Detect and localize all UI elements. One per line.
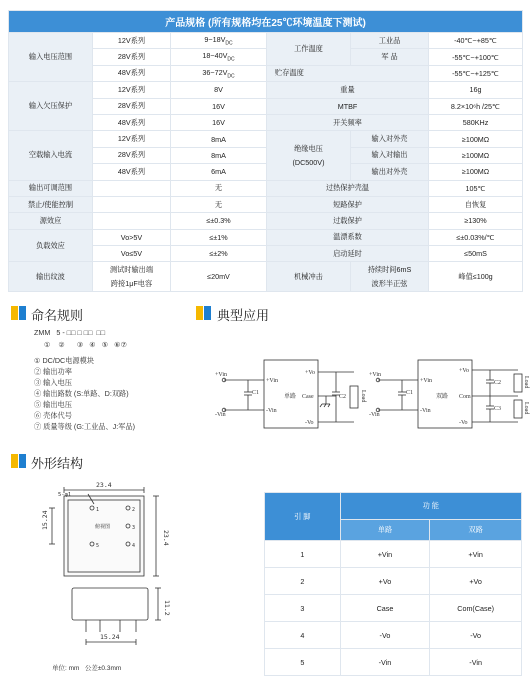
spec-sub: 28V系列 [93,147,171,163]
pin-vo-minus: -Vo [305,420,314,426]
spec-sub: 测试时输出端 跨接1μF电容 [93,262,171,292]
pin-vo-plus: +Vo [305,370,315,376]
naming-item: ⑤ 输出电压 [34,400,72,409]
spec-value: -55℃~+125℃ [429,65,523,81]
section-marker-icon [11,454,27,468]
spec-sub: 军 品 [351,49,429,65]
cap-c3: C3 [494,406,502,412]
dual-circuit-diagram [368,352,529,434]
application-title: 典型应用 [217,308,270,323]
spec-value: ≥100MΩ [429,131,523,147]
spec-sub: 48V系列 [93,164,171,180]
cap-c1: C1 [406,390,414,396]
pin-vo-plus: +Vo [459,368,469,374]
spec-value: -55℃~+100℃ [429,49,523,65]
spec-value: 8mA [171,147,267,163]
pin-number: 2 [132,507,136,513]
spec-value: 6mA [171,164,267,180]
single-circuit-diagram [214,352,364,434]
pin-case: Case [302,394,314,400]
spec-label: 输出纹波 [9,262,93,292]
spec-value: 自恢复 [429,196,523,212]
pin-vin-plus: +Vin [266,378,279,384]
spec-label: 负载效应 [9,229,93,262]
spec-sub: 输入对输出 [351,147,429,163]
spec-sub: 28V系列 [93,98,171,114]
load-label: Load [523,402,529,415]
spec-sub: 12V系列 [93,33,171,49]
spec-label: 机械冲击 [267,262,351,292]
spec-sub: 持续时间6mS 波形半正弦 [351,262,429,292]
spec-label: 重量 [267,82,429,98]
spec-value: ≤±0.03%/℃ [429,229,523,245]
table-row: 3 Case Com(Case) [265,595,522,622]
naming-code: ZMM 5 - □□ □ □□ □□ [34,328,106,337]
label-vin-plus: +Vin [215,372,228,378]
naming-list [34,355,135,432]
spec-value: 580KHz [429,114,523,130]
spec-table [8,10,523,292]
spec-sub: Vo≤5V [93,246,171,262]
spec-sub: 工业品 [351,33,429,49]
load-label: Load [523,376,529,389]
spec-value: 无 [171,180,267,196]
pin-number: 4 [132,543,136,549]
naming-item: ⑦ 质量等级 (G:工业品、J:军品) [34,422,136,431]
spec-sub: 输入对外壳 [351,131,429,147]
outline-title: 外形结构 [31,456,84,471]
load-label: Load [360,390,366,403]
single-header: 单路 [340,520,430,541]
spec-label: 绝缘电压 (DC500V) [267,131,351,180]
table-row: 4 -Vo -Vo [265,622,522,649]
pin-vin-minus: -Vin [266,408,277,414]
naming-numbers: ① ② ③ ④ ⑤ ⑥⑦ [44,340,128,349]
spec-value: ≥100MΩ [429,147,523,163]
dim-pin: 5-φ1 [58,492,72,498]
spec-value: 8V [171,82,267,98]
spec-title: 产品规格 (所有规格均在25℃环境温度下测试) [9,11,523,33]
dim-right: 23.4 [162,530,170,546]
spec-value: 16V [171,114,267,130]
cap-c2: C2 [494,380,502,386]
section-marker-icon [196,306,212,320]
spec-sub: 输出对外壳 [351,164,429,180]
spec-label: 禁止/使能控制 [9,196,93,212]
label-vin-minus: -Vin [215,412,226,418]
spec-label: 贮存温度 [267,65,429,81]
spec-value: ≤50mS [429,246,523,262]
dim-bottom: 15.24 [100,633,120,641]
spec-label: 输出可调范围 [9,180,93,196]
spec-value: -40℃~+85℃ [429,33,523,49]
pin-com: Com [459,394,471,400]
spec-label: 输入欠压保护 [9,82,93,131]
unit-note: 单位: mm 公差±0.3mm [52,665,122,672]
cap-c2: C2 [339,394,347,400]
spec-value: 105℃ [429,180,523,196]
spec-value: ≤±0.3% [171,213,267,229]
dim-height: 11.2 [163,600,171,616]
spec-value: ≥130% [429,213,523,229]
spec-sub: 48V系列 [93,114,171,130]
naming-item: ① DC/DC电源模块 [34,356,94,365]
module-name: 双路 [436,394,449,400]
spec-value: ≤±1% [171,229,267,245]
spec-label: 开关频率 [267,114,429,130]
spec-value: $18\sim 40V_{DC}$ [171,49,267,65]
spec-value: ≤20mV [171,262,267,292]
spec-label: 启动延时 [267,246,429,262]
spec-value: 8.2×10⁶h /25℃ [429,98,523,114]
naming-item: ④ 输出路数 (S:单路、D:双路) [34,389,129,398]
spec-value: 无 [171,196,267,212]
pin-number: 1 [96,507,100,513]
pin-vo-minus: -Vo [459,420,468,426]
dim-left: 15.24 [41,510,49,530]
spec-value: $9\sim 18V_{DC}$ [171,33,267,49]
function-header: 功 能 [340,493,521,520]
spec-value: 峰值≤100g [429,262,523,292]
pin-number: 3 [132,525,136,531]
label-vin-plus: +Vin [369,372,382,378]
center-label: 俯视图 [95,524,111,530]
spec-value: 16g [429,82,523,98]
pin-vin-minus: -Vin [420,408,431,414]
spec-value: ≤±2% [171,246,267,262]
pin-table [264,492,522,676]
spec-label: 空载输入电流 [9,131,93,180]
spec-value: ≥100MΩ [429,164,523,180]
spec-sub: 48V系列 [93,65,171,81]
pin-header: 引 脚 [265,493,341,541]
naming-item: ⑥ 壳体代号 [34,411,72,420]
dim-top: 23.4 [96,481,112,489]
pin-vin-plus: +Vin [420,378,433,384]
spec-value: $36\sim 72V_{DC}$ [171,65,267,81]
naming-item: ② 输出功率 [34,367,72,376]
spec-label: 过热保护壳温 [267,180,429,196]
outline-drawing [41,476,174,662]
spec-sub: 12V系列 [93,82,171,98]
spec-label: 短路保护 [267,196,429,212]
spec-value: 8mA [171,131,267,147]
spec-sub: 28V系列 [93,49,171,65]
spec-sub: Vo>5V [93,229,171,245]
spec-sub: 12V系列 [93,131,171,147]
cap-c1: C1 [252,390,260,396]
table-row: 1 +Vin +Vin [265,541,522,568]
dual-header: 双路 [430,520,522,541]
naming-title: 命名规则 [31,308,84,323]
module-name: 单路 [284,394,297,400]
section-marker-icon [11,306,27,320]
spec-label: 输入电压范围 [9,33,93,82]
label-vin-minus: -Vin [369,412,380,418]
spec-value: 16V [171,98,267,114]
pin-number: 5 [96,543,100,549]
spec-label: 工作温度 [267,33,351,66]
naming-item: ③ 输入电压 [34,378,72,387]
table-row: 2 +Vo +Vo [265,568,522,595]
spec-label: MTBF [267,98,429,114]
spec-label: 过载保护 [267,213,429,229]
spec-label: 温漂系数 [267,229,429,245]
table-row: 5 -Vin -Vin [265,649,522,676]
spec-label: 源效应 [9,213,93,229]
